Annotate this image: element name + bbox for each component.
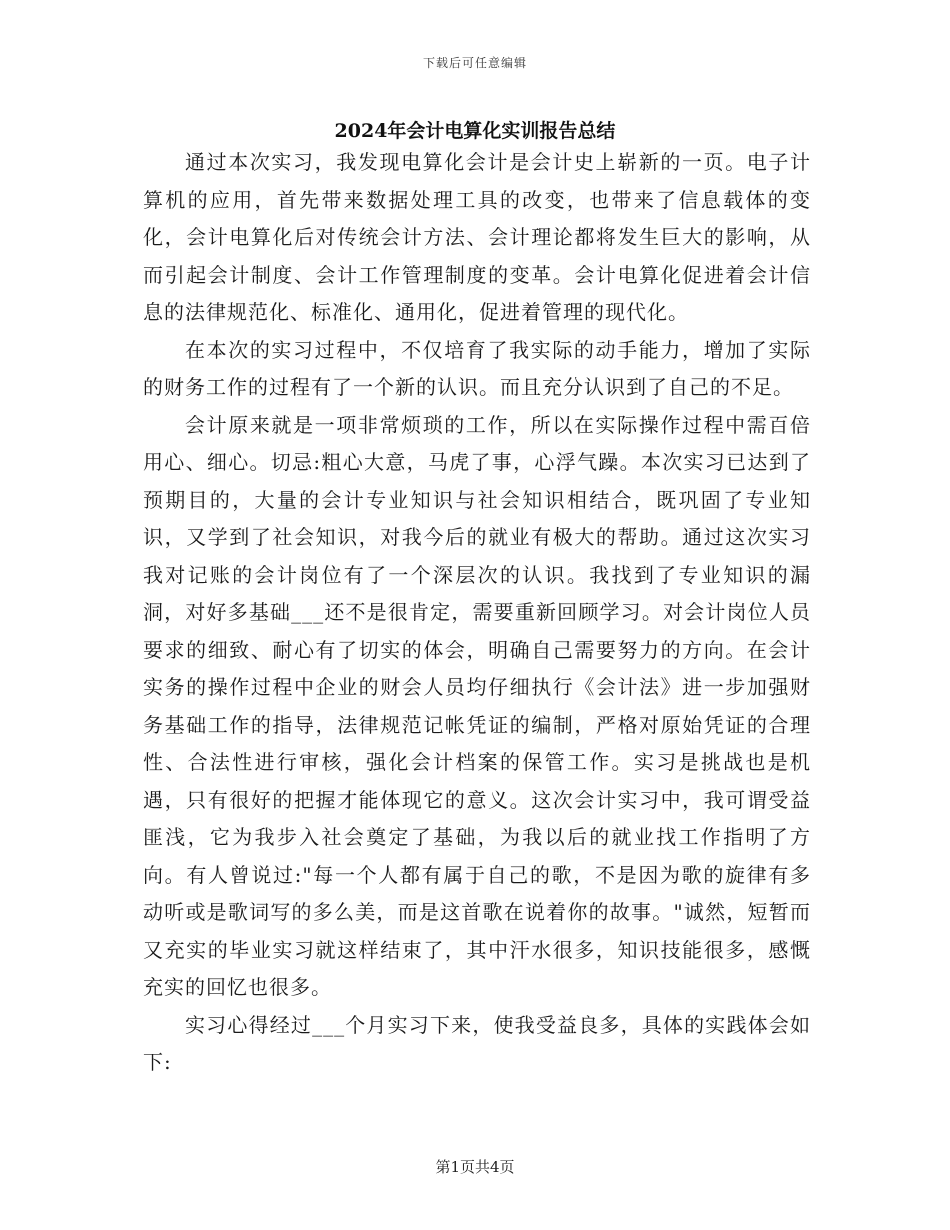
paragraph: 实习心得经过___个月实习下来，使我受益良多，具体的实践体会如下: xyxy=(143,1012,811,1074)
paragraph: 会计原来就是一项非常烦琐的工作，所以在实际操作过程中需百倍用心、细心。切忌:粗心大意，马虎了事，心浮气躁。本次实习已达到了预期目的，大量的会计专业知识与社会知识相结合，既巩固了专业知识，又学到了社会知识，对我今后的就业有极大的帮助。通过这次实习我对记账的会计岗位有了一个深层次的认识。我找到了专业知识的漏洞，对好多基础___还不是很肯定，需要重新回顾学习。对会计岗位人员要求的细致、耐心有了切实的体会，明确自己需要努力的方向。在会计实务的操作过程中企业的财会人员均仔细执行《会计法》进一步加强财务基础工作的指导，法律规范记帐凭证的编制，严格对原始凭证的合理性、合法性进行审核，强化会计档案的保管工作。实习是挑战也是机遇，只有很好的把握才能体现它的意义。这次会计实习中，我可谓受益匪浅，它为我步入社会奠定了基础，为我以后的就业找工作指明了方向。有人曾说过:"每一个人都有属于自己的歌，不是因为歌的旋律有多动听或是歌词写的多么美，而是这首歌在说着你的故事。"诚然，短暂而又充实的毕业实习就这样结束了，其中汗水很多，知识技能很多，感慨充实的回忆也很多。 xyxy=(143,412,811,999)
paragraph: 在本次的实习过程中，不仅培育了我实际的动手能力，增加了实际的财务工作的过程有了一个新的认识。而且充分认识到了自己的不足。 xyxy=(143,337,811,399)
paragraph: 通过本次实习，我发现电算化会计是会计史上崭新的一页。电子计算机的应用，首先带来数据处理工具的改变，也带来了信息载体的变化，会计电算化后对传统会计方法、会计理论都将发生巨大的影响，从而引起会计制度、会计工作管理制度的变革。会计电算化促进着会计信息的法律规范化、标准化、通用化，促进着管理的现代化。 xyxy=(143,150,811,324)
page-indicator: 第1页共4页 xyxy=(435,1158,515,1176)
header-note: 下载后可任意编辑 xyxy=(422,56,527,70)
document-body xyxy=(143,144,811,1082)
document-title: 2024年会计电算化实训报告总结 xyxy=(334,120,616,142)
